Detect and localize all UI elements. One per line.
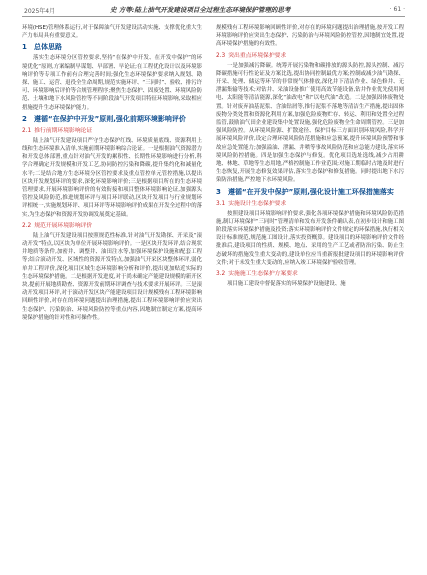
paragraph: 按照建设项目环境影响评价要求,强化各项环境保护措施和环境风险防范措施,制订环境保护“三同时”管理清单和发布开发条件确认表,在初步设计和施工图阶段落实环境保护措施及投资;落实环境影响评价文件规定的环保措施,执行相关设计标准规范,规范施工图设计,落实投资概算。建设项目的环境影响评价文件经批准后,建设项目的性质、规模、地点、采用的生产工艺或者防治污染、防止生态破坏的措施发生重大变动的,建设单位应当重新报批建设项目的环境影响评价文件;对于未发生重大变动的,应纳入竣工环境保护验收管理。: [216, 210, 404, 266]
section-title: 总体思路: [34, 43, 62, 52]
section-heading-2: [22, 115, 202, 124]
section-number: 1: [22, 43, 27, 52]
subsection-number: 2.1: [22, 127, 32, 134]
subsection-title: 实施设计生态保护要求: [228, 200, 287, 207]
paragraph: 项目施工建设中督促落实的环境保护设施建设、施: [227, 281, 346, 288]
subsection-title: 突出重点环境保护要求: [228, 52, 287, 59]
section-title: 遵循“在保护中开发”原则,强化前期环境影响评价: [34, 114, 186, 123]
page-header: [0, 0, 427, 22]
section-title: 遵循“在开发中保护”原则,强化设计施工环保措施落实: [228, 187, 394, 196]
paragraph: 环境(HSE)管理体系运行,对于保障油气开发建设活动实施、支撑优化重大生产力布局具有重要意义。: [22, 25, 202, 40]
subsection-heading-2-1: [22, 127, 202, 135]
left-column: [22, 24, 202, 322]
subsection-title: 规范开展环境影响评价: [34, 222, 93, 229]
page-number: · 61 ·: [389, 6, 405, 13]
issue-date: 2025年4月: [24, 8, 56, 15]
paragraph: 陆上油气开发建设项目按照规范性标准,针对油气开发勘探、开采及“滚动开发”特点,以区块为单位开展环境影响评价。一是区块开发环评,结合现状井地质等条件,加密井、调整井、油田注水等,加强环境保护设施和配套工程等;结合滚动开发、区域性的资源开发特点,加强油气开采区块整体环评,弱化单井工程评价,深化项目区域生态环境影响分析和评价,提出更加贴近实际的生态环境保护措施。二是根据开发进度,对于尚未确定产能建设规模的新开区块,提前开展地质勘查、资源开发前期环评调查与技术要求开展环评。三是滚动开发项目环评,对于滚动开发区块产能建设项目设计规模残有工程环境影响回顾性评价,对存在的环境问题提出治理措施,提出工程环境影响评价应突出生态保护、污染防治、环境风险防控等重点内容,因地制宜制定方案,提高环境保护措施的针对性和可操作性。: [22, 232, 202, 321]
paragraph: 一是加强减污降碳。统筹开展污染物和碳排放的源头防控,源头控制、减污降碳措施可行性论证及方案比选,提出协同控制最优方案;控制或减少油气勘探、开采、处理、储运等环节的非常规气体排放,深化井下清洁作业、绿色修井、无泄漏集输等技术;对钻井、采油设备推广使用高效节能设备,钻井作业优先使用网电、太阳能等清洁能源,深化“油改电”和“以电代油”改造。二是加强固体废物处置。针对废弃油基泥浆、含油钻屑等,推行泥浆不落地等清洁生产措施,提出固体废物分类处置和资源化利用方案,加强危险废物贮存、转运、利用和处置全过程监管,鼓励油气田企业建设集中处置设施,强化危险废物全生命周期管控。三是加强风险防控。从环境风险源、扩散途径、保护目标三方面识别环境风险,科学开展环境风险评价,设定合理环境风险防范措施和应急预案,提升环境风险预警和事故应急处置能力;加强溢油、泄漏、井喷等事故风险防范和应急能力建设,落实环境风险防控措施。四是加强生态保护与修复。优化项目选址选线,减少占用耕地、林地、草地等生态用地,严格控制施工作业范围;对施工期临时占地及时进行生态恢复,开展生态修复效果评估,落实生态保护和修复措施。同时提出地下水污染防治措施,严控地下水环境风险。: [216, 62, 404, 184]
header-rule: [22, 16, 405, 17]
right-column: [216, 24, 404, 288]
subsection-number: 3.1: [216, 200, 226, 207]
subsection-title: 实施施工生态保护方案要求: [228, 271, 298, 278]
paragraph: 落实生态环境分区管控要求,坚持“在保护中开发、在开发中保护”的环境优化“原则,方案编制早谋划、早部署、早论证;在工程优化设计以及环境影响评价等专项工作前有合理完善时间;强化生态环境保护要求纳入规划、勘探、施工、运营、退役全生命周期,规范实施环评、“三同时”、验收、排污许可、环境影响后评价等合规管理程序;聚焦生态保护、固废处置、环境风险防范、土壤和地下水风险管控等不同阶段油气开发项目特征环境影响,采取相应措施提升生态环境保护能力。: [22, 55, 202, 111]
paragraph: 陆上油气开发建设项目严守生态保护红线、环境质量底线、资源利用上线和生态环境准入清单,实施前期环境影响综合论证。一是根据油气资源潜力和开发总体部署,重点针对油气开发的累积性、长期性环境影响进行分析,科学合理确定开发规模和开发工艺,协同防控污染和降碳,提升集约化和减量化水平;二是结合地方生态环境分区管控要求及重点管控单元管控措施,以提出区块开发规划环评的要求,深化环境影响评价;三是根据项目所在的生态环境管理要求,开展环境影响评价的有效衔接和项目整体环境影响论证,加强源头管控及风险防范,推进规划环评与项目环评联动,区块开发项目与行业规划环评相统一,实施规划环评、项目环评等环境影响评价成果在开发全过程中的落实,为生态保护和资源开发协调发展奠定基础。: [22, 137, 202, 218]
subsection-heading-2-3: [216, 52, 404, 60]
subsection-heading-3-2: [216, 270, 404, 278]
subsection-number: 3.2: [216, 271, 226, 278]
section-number: 2: [22, 114, 27, 123]
subsection-number: 2.2: [22, 222, 32, 229]
section-heading-3: [216, 188, 404, 197]
running-title: 史 方等:陆上油气开发建设项目全过程生态环境保护管理的思考: [110, 6, 291, 14]
subsection-title: 推行前期环境影响论证: [34, 127, 93, 134]
section-heading-1: [22, 43, 202, 52]
section-number: 3: [216, 187, 221, 196]
subsection-heading-3-1: [216, 200, 404, 208]
paragraph: 规模残有工程环境影响回顾性评价,对存在的环境问题提出治理措施,按开发工程环境影响评价应突出生态保护、污染防治与环境风险防控管控,因地制宜处置,提高环境保护措施的有效性。: [216, 25, 404, 48]
subsection-heading-2-2: [22, 222, 202, 230]
subsection-number: 2.3: [216, 52, 226, 59]
